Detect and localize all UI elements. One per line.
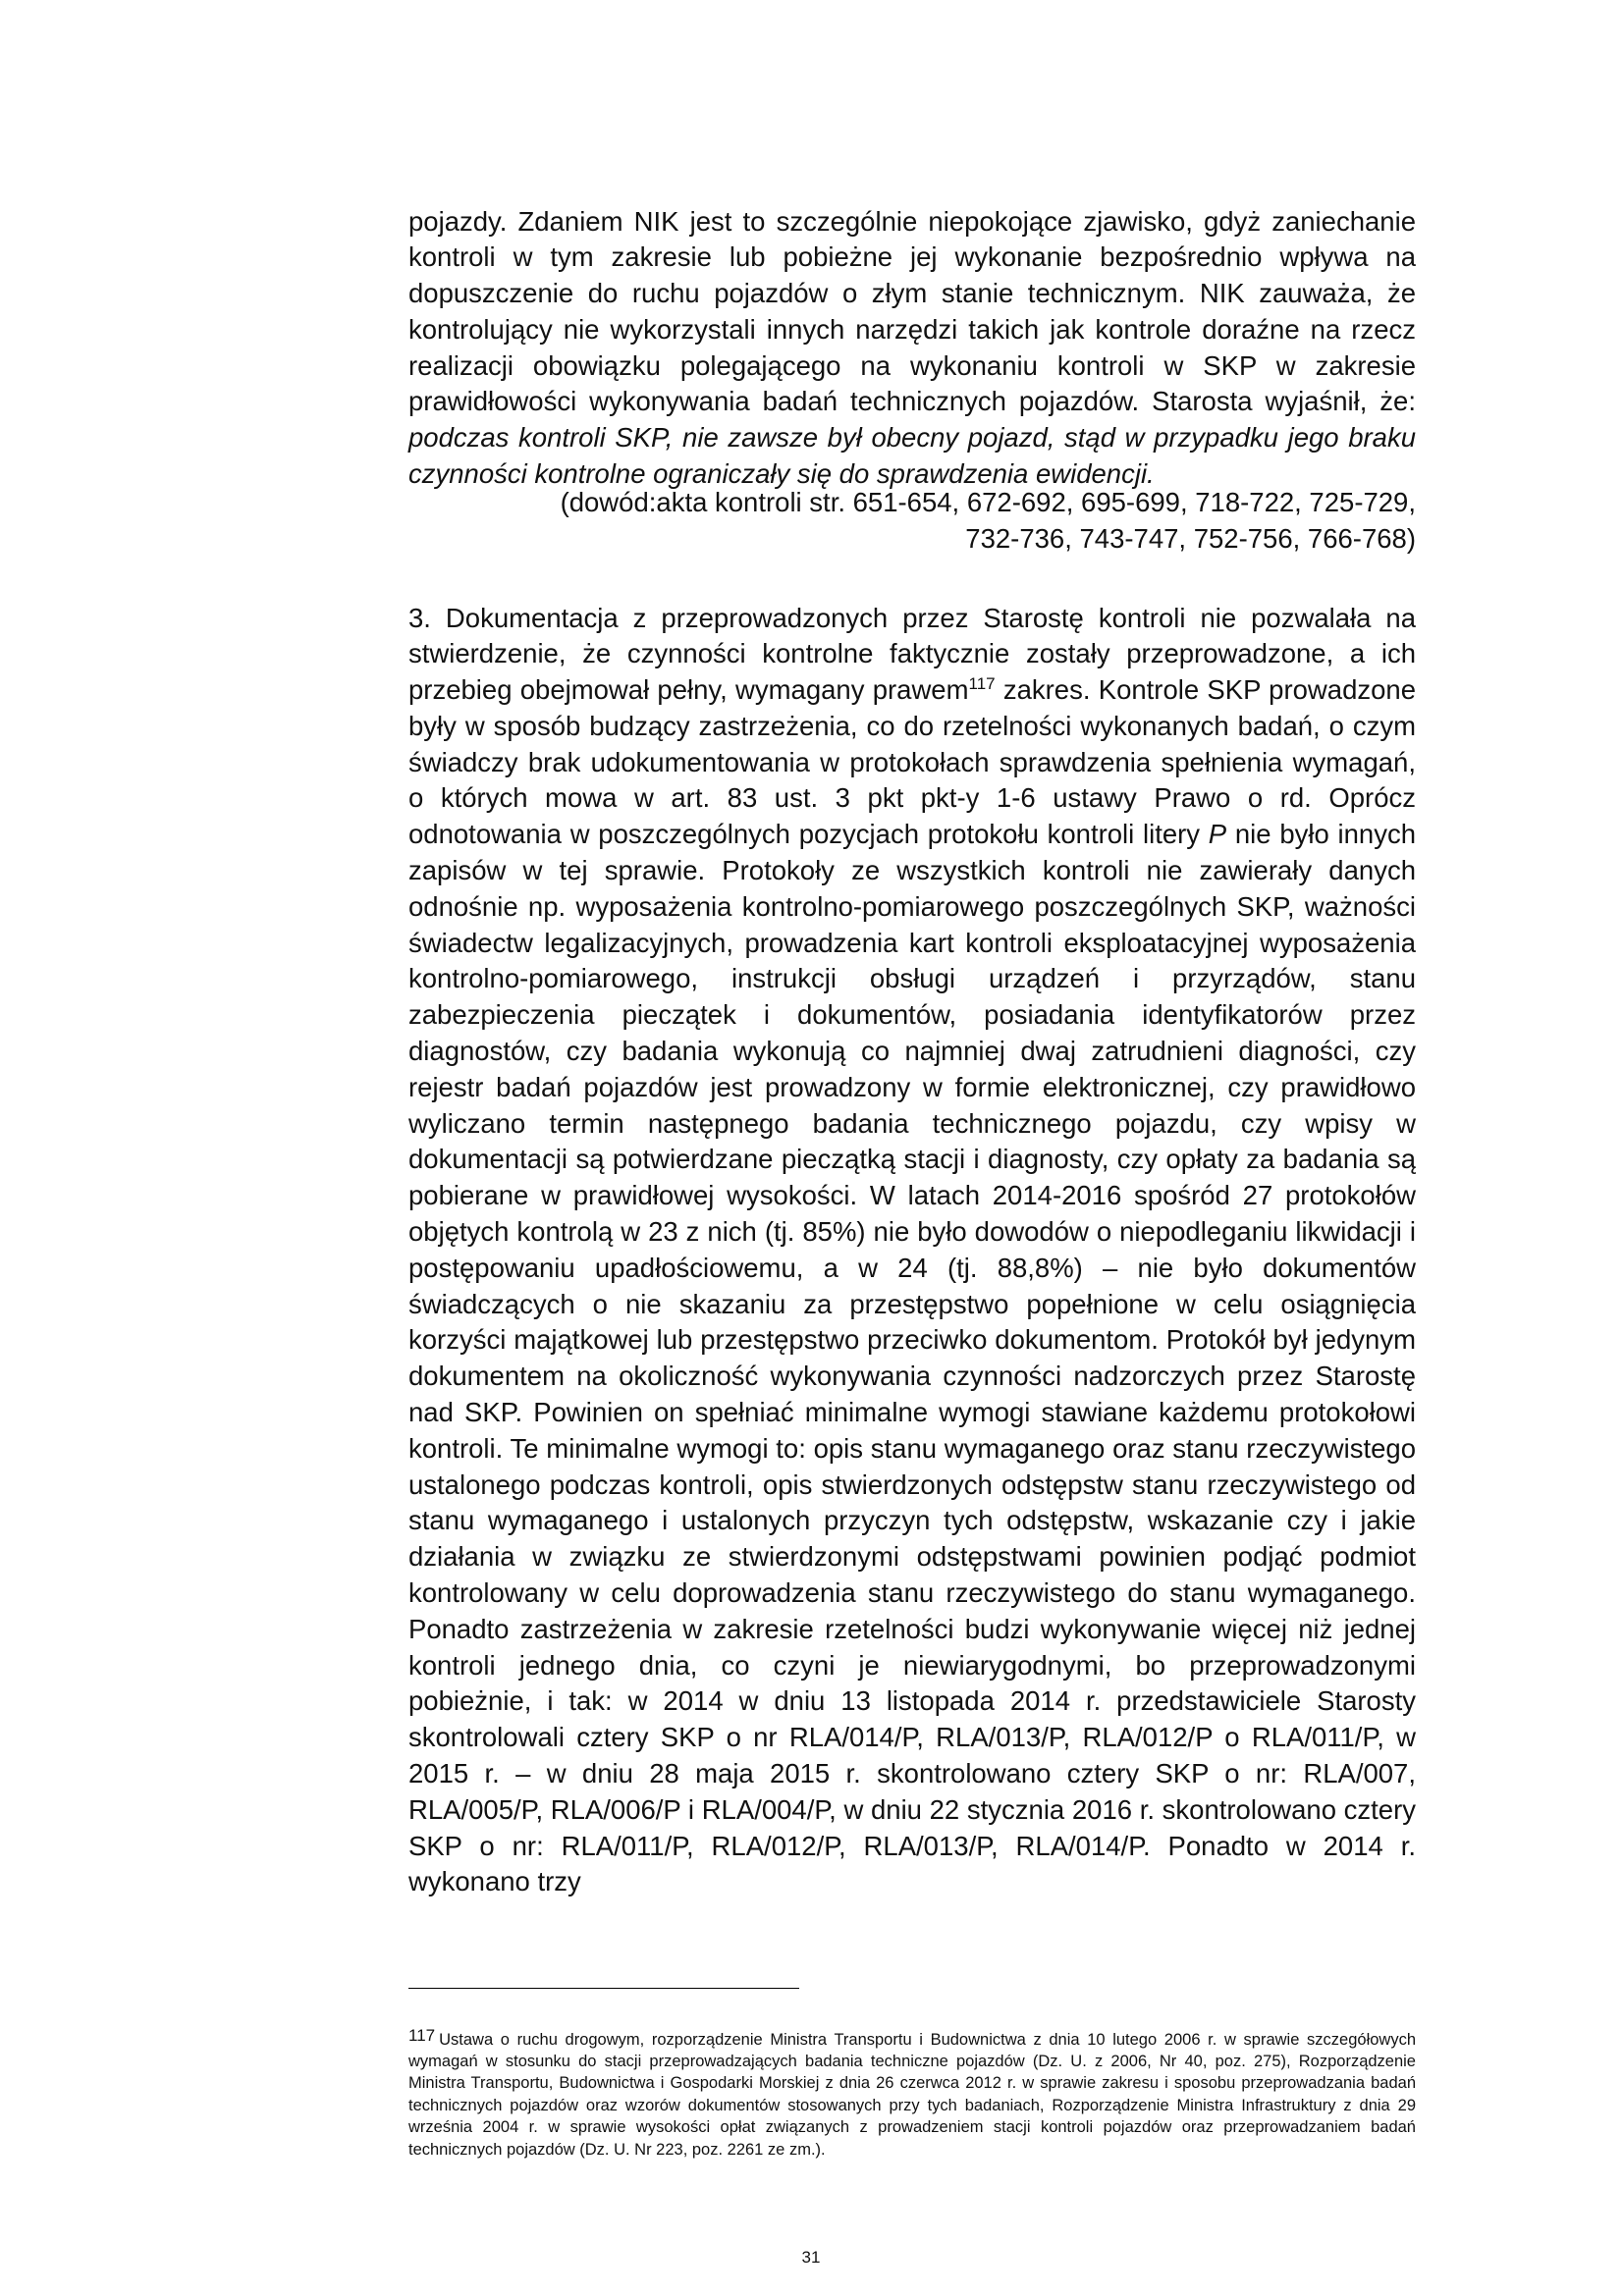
paragraph-text: nie było innych zapisów w tej sprawie. Protokoły ze wszystkich kontroli nie zawierały danych odnośnie np. wyposażenia kontrolno-pomiarowego poszczególnych SKP, ważności świadectw legalizacyjnych, prowadzenia kart kontroli eksploatacyjnej wyposażenia kontrolno-pomiarowego, instrukcji obsługi urządzeń i przyrządów, stanu zabezpieczenia pieczątek i dokumentów, posiadania identyfikatorów przez diagnostów, czy badania wykonują co najmniej dwaj zatrudnieni diagności, czy rejestr badań pojazdów jest prowadzony w formie elektronicznej, czy prawidłowo wyliczano termin następnego badania technicznego pojazdu, czy wpisy w dokumentacji są potwierdzane pieczątką stacji i diagnosty, czy opłaty za badania są pobierane w prawidłowej wysokości. W latach 2014-2016 spośród 27 protokołów objętych kontrolą w 23 z nich (tj. 85%) nie było dowodów o niepodleganiu likwidacji i postępowaniu upadłościowemu, a w 24 (tj. 88,8%) – nie było dokumentów świadczących o nie skazaniu za przestępstwo popełnione w celu osiągnięcia korzyści majątkowej lub przestępstwo przeciwko dokumentom. Protokół był jedynym dokumentem na okoliczność wykonywania czynności nadzorczych przez Starostę nad SKP. Powinien on spełniać minimalne wymogi stawiane każdemu protokołowi kontroli. Te minimalne wymogi to: opis stanu wymaganego oraz stanu rzeczywistego ustalonego podczas kontroli, opis stwierdzonych odstępstw stanu rzeczywistego od stanu wymaganego i ustalonych przyczyn tych odstępstw, wskazanie czy i jakie działania w związku ze stwierdzonymi odstępstwami powinien podjąć podmiot kontrolowany w celu doprowadzenia stanu rzeczywistego do stanu wymaganego. Ponadto zastrzeżenia w zakresie rzetelności budzi wykonywanie więcej niż jednej kontroli jednego dnia, co czyni je niewiarygodnymi, bo przeprowadzonymi pobieżnie, i tak: w 2014 w dniu 13 listopada 2014 r. przedstawiciele Starosty skontrolowali cztery SKP o nr RLA/014/P, RLA/013/P, RLA/012/P o RLA/011/P, w 2015 r. – w dniu 28 maja 2015 r. skontrolowano cztery SKP o nr: RLA/007, RLA/005/P, RLA/006/P i RLA/004/P, w dniu 22 stycznia 2016 r. skontrolowano cztery SKP o nr: RLA/011/P, RLA/012/P, RLA/013/P, RLA/014/P. Ponadto w 2014 r. wykonano trzy	[408, 819, 1416, 1897]
footnote	[408, 2025, 1416, 2161]
citation-line-1: (dowód:akta kontroli str. 651-654, 672-692, 695-699, 718-722, 725-729,	[560, 487, 1416, 517]
paragraph-point-3	[408, 601, 1416, 1901]
footnote-text: Ustawa o ruchu drogowym, rozporządzenie Ministra Transportu i Budownictwa z dnia 10 lutego 2006 r. w sprawie szczegółowych wymagań w stosunku do stacji przeprowadzających badania techniczne pojazdów (Dz. U. z 2006, Nr 40, poz. 275), Rozporządzenie Ministra Transportu, Budownictwa i Gospodarki Morskiej z dnia 26 czerwca 2012 r. w sprawie zakresu i sposobu przeprowadzania badań technicznych pojazdów oraz wzorów dokumentów stosowanych przy tych badaniach, Rozporządzenie Ministra Infrastruktury z dnia 29 września 2004 r. w sprawie wysokości opłat związanych z prowadzeniem stacji kontroli pojazdów oraz przeprowadzaniem badań technicznych pojazdów (Dz. U. Nr 223, poz. 2261 ze zm.).	[408, 2030, 1416, 2159]
citation-line-2: 732-736, 743-747, 752-756, 766-768)	[965, 522, 1416, 554]
paragraph-text: zakres. Kontrole SKP prowadzone były w sposób budzący zastrzeżenia, co do rzetelności wykonanych badań, o czym świadczy brak udokumentowania w protokołach sprawdzenia spełnienia wymagań, o których mowa w art. 83 ust. 3 pkt pkt-y 1-6 ustawy Prawo o rd. Oprócz odnotowania w poszczególnych pozycjach protokołu kontroli litery	[408, 674, 1416, 850]
footnote-reference[interactable]: 117	[968, 673, 996, 693]
paragraph-continued	[408, 204, 1416, 493]
footnote-separator	[408, 1988, 799, 1989]
page-number: 31	[801, 2248, 821, 2267]
starosta-quote: podczas kontroli SKP, nie zawsze był obecny pojazd, stąd w przypadku jego braku czynności kontrolne ograniczały się do sprawdzenia ewidencji.	[408, 422, 1416, 490]
paragraph-text: 3. Dokumentacja z przeprowadzonych przez Starostę kontroli nie pozwalała na stwierdzenie, że czynności kontrolne faktycznie zostały przeprowadzone, a ich przebieg obejmował pełny, wymagany prawem	[408, 602, 1416, 706]
paragraph-text: pojazdy. Zdaniem NIK jest to szczególnie niepokojące zjawisko, gdyż zaniechanie kontroli w tym zakresie lub pobieżne jej wykonanie bezpośrednio wpływa na dopuszczenie do ruchu pojazdów o złym stanie technicznym. NIK zauważa, że kontrolujący nie wykorzystali innych narzędzi takich jak kontrole doraźne na rzecz realizacji obowiązku polegającego na wykonaniu kontroli w SKP w zakresie prawidłowości wykonywania badań technicznych pojazdów. Starosta wyjaśnił, że:	[408, 205, 1416, 417]
evidence-citation	[550, 485, 1416, 558]
letter-p: P	[1208, 819, 1227, 850]
footnote-number: 117	[408, 2025, 436, 2045]
